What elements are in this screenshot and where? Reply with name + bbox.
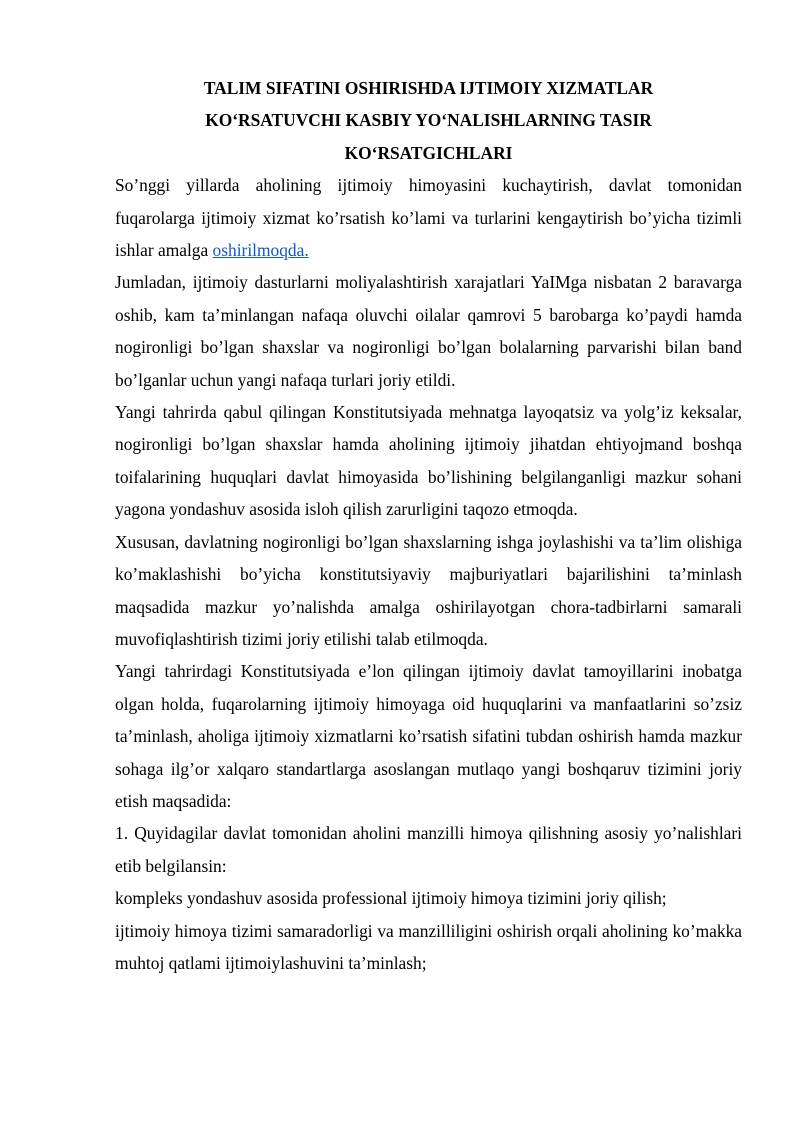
- paragraph-intro: [115, 169, 742, 266]
- oshirilmoqda-link[interactable]: oshirilmoqda.: [212, 240, 309, 261]
- document-page: [115, 72, 742, 979]
- paragraph-directions-item-1: 1. Quyidagilar davlat tomonidan aholini manzilli himoya qilishning asosiy yo’nalishlari etib belgilansin:: [115, 823, 742, 876]
- title-line-3: KO‘RSATGICHLARI: [344, 142, 513, 163]
- paragraph-directive-efficiency: ijtimoiy himoya tizimi samaradorligi va manzilliligini oshirish orqali aholining ko’makka muhtoj qatlami ijtimoiylashuvini ta’minlash;: [115, 920, 742, 973]
- paragraph-intro-text: So’nggi yillarda aholining ijtimoiy himoyasini kuchaytirish, davlat tomonidan fuqarolarga ijtimoiy xizmat ko’rsatish ko’lami va turlarini kengaytirish bo’yicha tizimli ishlar amalga: [115, 175, 742, 261]
- paragraph-disability-employment: Xususan, davlatning nogironligi bo’lgan shaxslarning ishga joylashishi va ta’lim olishiga ko’maklashishi bo’yicha konstitutsiyaviy majburiyatlari bajarilishini ta’minlash maqsadida mazkur yo’nalishda amalga oshirilayotgan chora-tadbirlarni samarali muvofiqlashtirish tizimi joriy etilishi talab etilmoqda.: [115, 531, 742, 649]
- title-line-1: TALIM SIFATINI OSHIRISHDA IJTIMOIY XIZMATLAR: [203, 78, 654, 98]
- paragraph-directive-complex-approach: kompleks yondashuv asosida professional ijtimoiy himoya tizimini joriy qilish;: [115, 888, 667, 909]
- paragraph-constitution: Yangi tahrirda qabul qilingan Konstitutsiyada mehnatga layoqatsiz va yolg’iz keksalar, nogironligi bo’lgan shaxslar hamda aholining ijtimoiy jihatdan ehtiyojmand boshqa toifalarining huquqlari davlat himoyasida bo’lishining belgilanganligi mazkur sohani yagona yondashuv asosida isloh qilish zarurligini taqozo etmoqda.: [115, 402, 742, 520]
- document-title: [115, 72, 742, 169]
- title-line-2: KO‘RSATUVCHI KASBIY YO‘NALISHLARNING TASIR: [205, 110, 652, 131]
- paragraph-funding: Jumladan, ijtimoiy dasturlarni moliyalashtirish xarajatlari YaIMga nisbatan 2 baravarga oshib, kam ta’minlangan nafaqa oluvchi oilalar qamrovi 5 barobarga ko’paydi hamda nogironligi bo’lgan shaxslar va nogironligi bo’lgan bolalarning parvarishi bilan band bo’lganlar uchun yangi nafaqa turlari joriy etildi.: [115, 272, 742, 390]
- paragraph-social-state: Yangi tahrirdagi Konstitutsiyada e’lon qilingan ijtimoiy davlat tamoyillarini inobatga olgan holda, fuqarolarning ijtimoiy himoyaga oid huquqlarini va manfaatlarini so’zsiz ta’minlash, aholiga ijtimoiy xizmatlarni ko’rsatish sifatini tubdan oshirish hamda mazkur sohaga ilg’or xalqaro standartlarga asoslangan mutlaqo yangi boshqaruv tizimini joriy etish maqsadida:: [115, 661, 742, 811]
